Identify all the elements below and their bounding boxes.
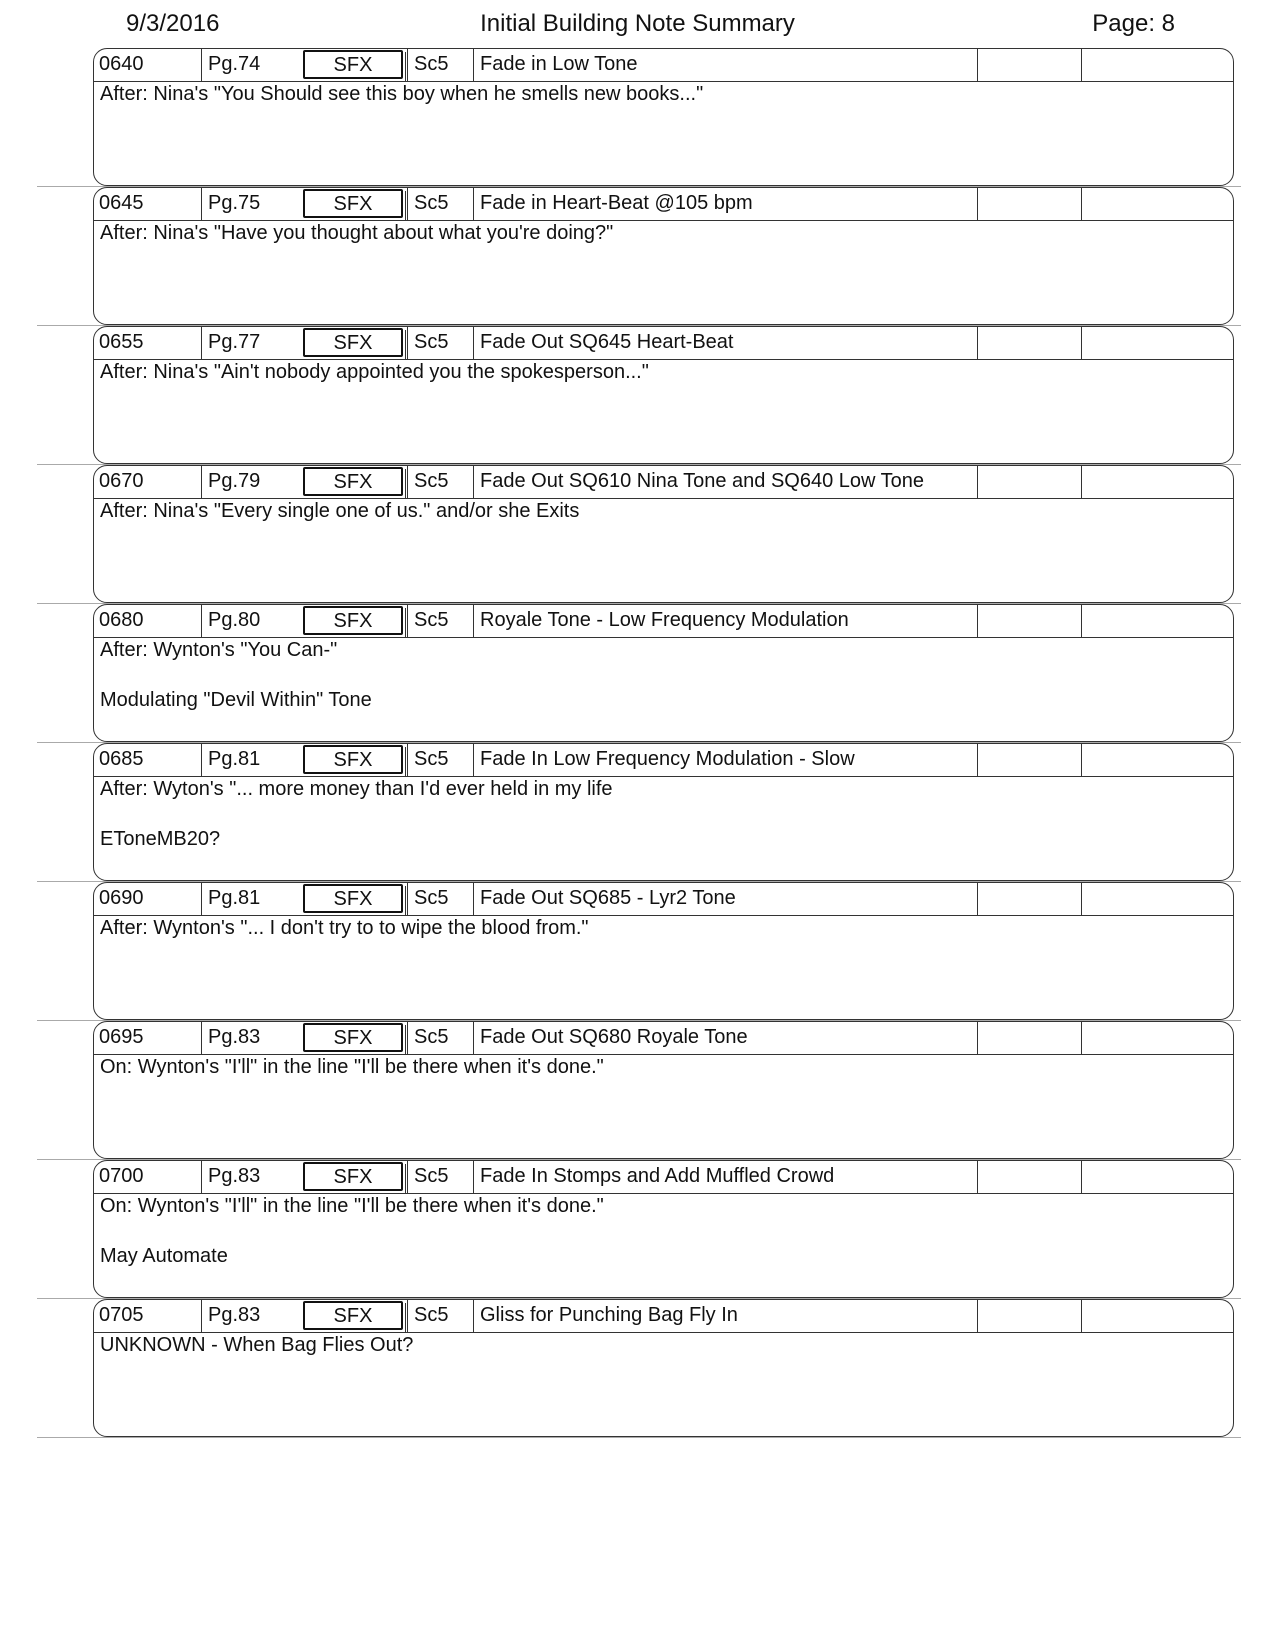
cue-header-row [93,1021,1234,1055]
cue-scene: Sc5 [407,1021,473,1054]
cue-scene: Sc5 [407,1299,473,1332]
cue-card [93,187,1234,327]
cue-card [93,882,1234,1022]
cue-number: 0680 [99,609,144,631]
cue-type: SFX [303,467,403,496]
cue-type: SFX [303,606,403,635]
cue-number: 0640 [99,53,144,75]
cue-card [93,1021,1234,1161]
cue-extra-1 [977,1021,1081,1054]
cue-type: SFX [303,1023,403,1052]
cue-number: 0700 [99,1165,144,1187]
cue-description: Fade In Stomps and Add Muffled Crowd [473,1160,977,1193]
cue-note: On: Wynton's "I'll" in the line "I'll be there when it's done." [100,1056,604,1078]
cue-header-row [93,882,1234,916]
cue-divider [37,1437,1241,1438]
cue-card [93,326,1234,466]
cue-page: Pg.83 [201,1160,296,1193]
cue-header-row [93,1160,1234,1194]
cue-extra-1 [977,743,1081,776]
cue-page: Pg.80 [201,604,296,637]
cue-note: After: Wyton's "... more money than I'd ever held in my life EToneMB20? [100,778,613,850]
cue-note: After: Nina's "Have you thought about what you're doing?" [100,222,614,244]
cue-type: SFX [303,884,403,913]
cue-header-row [93,743,1234,777]
cue-extra-1 [977,604,1081,637]
cue-extra-1 [977,1299,1081,1332]
cue-type: SFX [303,50,403,79]
cue-extra-2 [1081,882,1234,915]
cue-page: Pg.83 [201,1299,296,1332]
cue-description: Fade In Low Frequency Modulation - Slow [473,743,977,776]
cue-extra-2 [1081,604,1234,637]
cue-note: On: Wynton's "I'll" in the line "I'll be there when it's done." May Automate [100,1195,604,1267]
cue-number: 0655 [99,331,144,353]
cue-extra-1 [977,465,1081,498]
cue-header-row [93,326,1234,360]
cue-header-row [93,465,1234,499]
cue-note: After: Nina's "Every single one of us." and/or she Exits [100,500,580,522]
cue-extra-2 [1081,743,1234,776]
cue-header-row [93,187,1234,221]
cue-extra-2 [1081,326,1234,359]
cue-extra-1 [977,882,1081,915]
cue-scene: Sc5 [407,882,473,915]
cue-note: After: Wynton's "... I don't try to to wipe the blood from." [100,917,589,939]
cue-card [93,743,1234,883]
cue-number: 0705 [99,1304,144,1326]
cue-card [93,1299,1234,1439]
cue-number: 0670 [99,470,144,492]
cue-card [93,48,1234,188]
cue-extra-1 [977,187,1081,220]
cue-number: 0645 [99,192,144,214]
cue-page: Pg.79 [201,465,296,498]
cue-extra-1 [977,326,1081,359]
cue-extra-2 [1081,187,1234,220]
cue-extra-2 [1081,465,1234,498]
cue-scene: Sc5 [407,48,473,81]
cue-number: 0685 [99,748,144,770]
cue-note: After: Nina's "You Should see this boy when he smells new books..." [100,83,704,105]
cue-note: After: Wynton's "You Can-" Modulating "Devil Within" Tone [100,639,372,711]
cue-card [93,1160,1234,1300]
page-number: Page: 8 [1092,10,1175,37]
cue-scene: Sc5 [407,326,473,359]
cue-header-row [93,1299,1234,1333]
cue-header-row [93,604,1234,638]
cue-description: Fade Out SQ680 Royale Tone [473,1021,977,1054]
cue-type: SFX [303,1162,403,1191]
cue-extra-2 [1081,48,1234,81]
cue-page: Pg.75 [201,187,296,220]
cue-extra-1 [977,48,1081,81]
cue-description: Fade in Low Tone [473,48,977,81]
cue-description: Gliss for Punching Bag Fly In [473,1299,977,1332]
cue-page: Pg.81 [201,743,296,776]
cue-type: SFX [303,328,403,357]
cue-note: After: Nina's "Ain't nobody appointed you the spokesperson..." [100,361,649,383]
cue-page: Pg.83 [201,1021,296,1054]
cue-page: Pg.74 [201,48,296,81]
cue-description: Fade Out SQ645 Heart-Beat [473,326,977,359]
cue-description: Fade in Heart-Beat @105 bpm [473,187,977,220]
report-title: Initial Building Note Summary [480,10,795,37]
cue-type: SFX [303,189,403,218]
cue-extra-2 [1081,1160,1234,1193]
cue-extra-2 [1081,1299,1234,1332]
cue-card [93,604,1234,744]
cue-scene: Sc5 [407,465,473,498]
cue-page: Pg.77 [201,326,296,359]
cue-description: Fade Out SQ685 - Lyr2 Tone [473,882,977,915]
cue-description: Royale Tone - Low Frequency Modulation [473,604,977,637]
cue-number: 0695 [99,1026,144,1048]
cue-description: Fade Out SQ610 Nina Tone and SQ640 Low Tone [473,465,977,498]
cue-type: SFX [303,1301,403,1330]
cue-page: Pg.81 [201,882,296,915]
cue-number: 0690 [99,887,144,909]
cue-extra-1 [977,1160,1081,1193]
cue-scene: Sc5 [407,1160,473,1193]
report-date: 9/3/2016 [126,10,220,37]
cue-type: SFX [303,745,403,774]
cue-note: UNKNOWN - When Bag Flies Out? [100,1334,414,1356]
cue-extra-2 [1081,1021,1234,1054]
cue-scene: Sc5 [407,187,473,220]
cue-header-row [93,48,1234,82]
cue-scene: Sc5 [407,743,473,776]
cue-card [93,465,1234,605]
cue-scene: Sc5 [407,604,473,637]
